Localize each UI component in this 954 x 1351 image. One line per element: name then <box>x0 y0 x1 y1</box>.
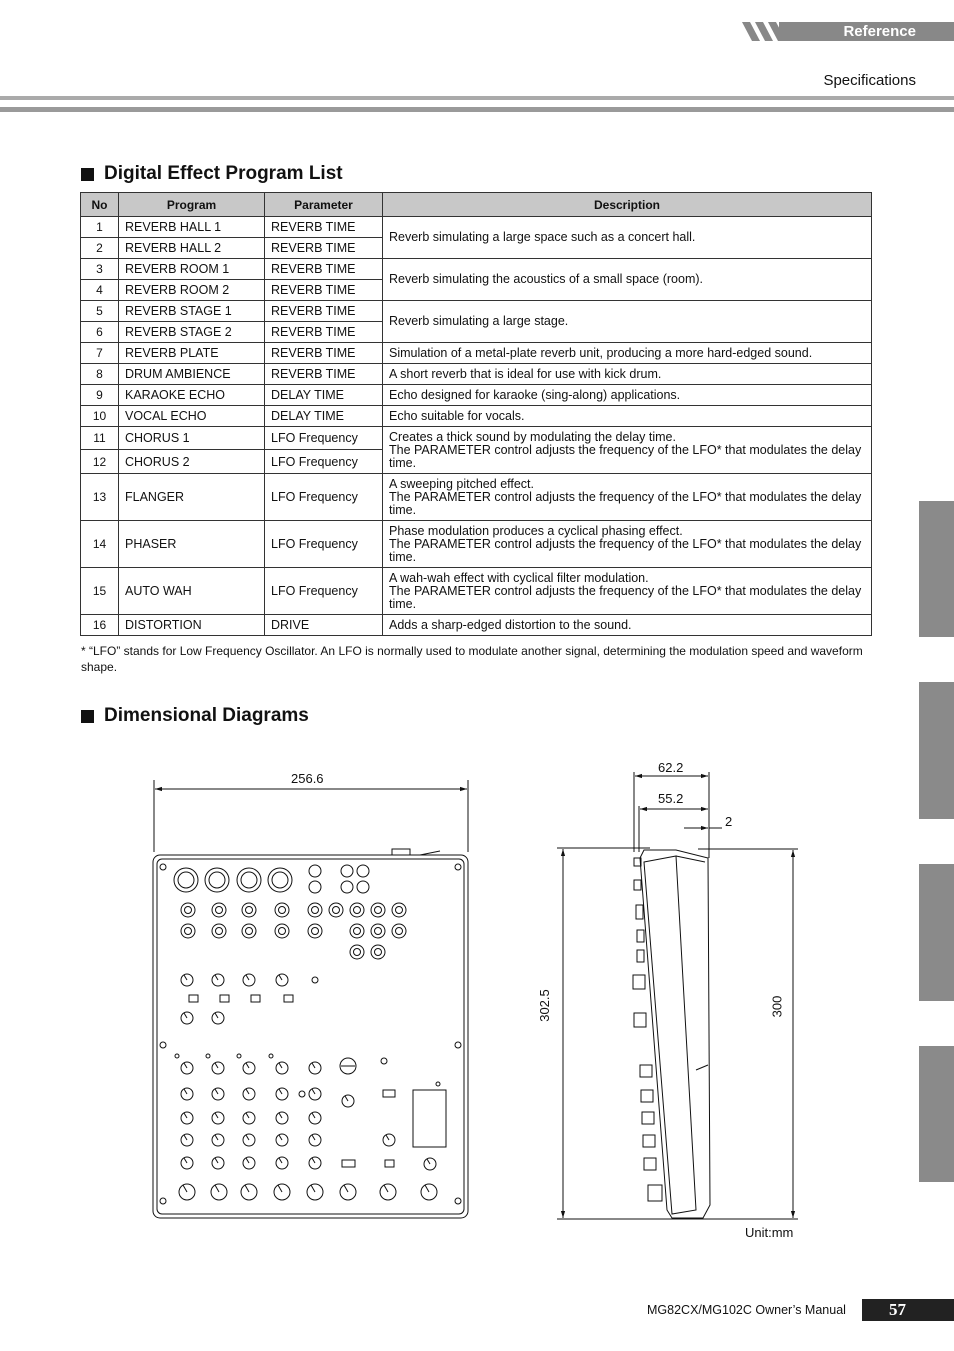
cell-program: VOCAL ECHO <box>119 406 265 427</box>
cell-no: 2 <box>81 238 119 259</box>
cell-no: 4 <box>81 280 119 301</box>
cell-description: Echo suitable for vocals. <box>383 406 872 427</box>
side-tab-2 <box>919 682 954 819</box>
cell-program: AUTO WAH <box>119 568 265 615</box>
side-view-drawing <box>557 772 798 1219</box>
col-program: Program <box>119 193 265 217</box>
cell-parameter: LFO Frequency <box>265 474 383 521</box>
cell-program: REVERB HALL 2 <box>119 238 265 259</box>
cell-program: REVERB HALL 1 <box>119 217 265 238</box>
side-tab-1 <box>919 501 954 637</box>
cell-description: Reverb simulating the acoustics of a small space (room). <box>383 259 872 301</box>
cell-description: Simulation of a metal-plate reverb unit, producing a more hard-edged sound. <box>383 343 872 364</box>
cell-program: REVERB PLATE <box>119 343 265 364</box>
cell-parameter: REVERB TIME <box>265 259 383 280</box>
dimension-title-text: Dimensional Diagrams <box>104 705 309 726</box>
thickness-dimension-label: 2 <box>725 814 733 829</box>
cell-no: 5 <box>81 301 119 322</box>
page-number: 57 <box>862 1299 954 1321</box>
cell-no: 16 <box>81 615 119 636</box>
cell-parameter: LFO Frequency <box>265 450 383 474</box>
cell-no: 6 <box>81 322 119 343</box>
cell-parameter: LFO Frequency <box>265 427 383 450</box>
cell-no: 10 <box>81 406 119 427</box>
cell-program: DISTORTION <box>119 615 265 636</box>
depth-dimension-label: 62.2 <box>658 760 684 775</box>
cell-program: REVERB STAGE 1 <box>119 301 265 322</box>
unit-label: Unit:mm <box>745 1225 794 1240</box>
cell-parameter: REVERB TIME <box>265 280 383 301</box>
desc-line: The PARAMETER control adjusts the frequency of the LFO* that modulates the delay time. <box>389 536 862 564</box>
cell-program: CHORUS 2 <box>119 450 265 474</box>
cell-program: FLANGER <box>119 474 265 521</box>
cell-no: 12 <box>81 450 119 474</box>
desc-line: Phase modulation produces a cyclical phasing effect. <box>389 523 683 538</box>
cell-parameter: REVERB TIME <box>265 238 383 259</box>
desc-line: The PARAMETER control adjusts the frequency of the LFO* that modulates the delay time. <box>389 489 862 517</box>
cell-parameter: REVERB TIME <box>265 343 383 364</box>
effect-list-title-text: Digital Effect Program List <box>104 163 343 184</box>
col-no: No <box>81 193 119 217</box>
cell-description: Reverb simulating a large space such as a concert hall. <box>383 217 872 259</box>
cell-program: REVERB ROOM 2 <box>119 280 265 301</box>
cell-program: PHASER <box>119 521 265 568</box>
cell-no: 11 <box>81 427 119 450</box>
side-tab-3 <box>919 864 954 1001</box>
cell-description: Echo designed for karaoke (sing-along) applications. <box>383 385 872 406</box>
cell-parameter: DELAY TIME <box>265 385 383 406</box>
depth-inner-dimension-label: 55.2 <box>658 791 684 806</box>
cell-parameter: REVERB TIME <box>265 301 383 322</box>
cell-no: 14 <box>81 521 119 568</box>
cell-no: 15 <box>81 568 119 615</box>
side-tab-4 <box>919 1046 954 1182</box>
cell-parameter: REVERB TIME <box>265 364 383 385</box>
cell-parameter: REVERB TIME <box>265 322 383 343</box>
col-description: Description <box>383 193 872 217</box>
cell-parameter: DRIVE <box>265 615 383 636</box>
height-right-dimension-label: 300 <box>769 995 785 1018</box>
col-parameter: Parameter <box>265 193 383 217</box>
lfo-footnote: * “LFO” stands for Low Frequency Oscillator. An LFO is normally used to modulate another signal, determining the modulation speed and waveform shape. <box>81 644 863 674</box>
cell-program: CHORUS 1 <box>119 427 265 450</box>
cell-no: 13 <box>81 474 119 521</box>
reference-label: Reference <box>843 23 916 40</box>
cell-no: 8 <box>81 364 119 385</box>
cell-parameter: DELAY TIME <box>265 406 383 427</box>
manual-title: MG82CX/MG102C Owner’s Manual <box>647 1303 846 1317</box>
desc-line: The PARAMETER control adjusts the frequency of the LFO* that modulates the delay time. <box>389 583 862 611</box>
section-header: Specifications <box>823 72 916 89</box>
desc-line: A sweeping pitched effect. <box>389 476 535 491</box>
cell-no: 9 <box>81 385 119 406</box>
cell-parameter: LFO Frequency <box>265 568 383 615</box>
cell-program: REVERB STAGE 2 <box>119 322 265 343</box>
cell-description: A short reverb that is ideal for use with kick drum. <box>383 364 872 385</box>
cell-program: KARAOKE ECHO <box>119 385 265 406</box>
cell-program: DRUM AMBIENCE <box>119 364 265 385</box>
height-left-dimension-label: 302.5 <box>536 989 552 1022</box>
top-view-drawing <box>153 780 468 1218</box>
cell-no: 3 <box>81 259 119 280</box>
cell-no: 7 <box>81 343 119 364</box>
desc-line: Creates a thick sound by modulating the delay time. <box>389 429 676 444</box>
desc-line: The PARAMETER control adjusts the frequency of the LFO* that modulates the delay time. <box>389 442 862 470</box>
cell-parameter: REVERB TIME <box>265 217 383 238</box>
cell-description: Reverb simulating a large stage. <box>383 301 872 343</box>
cell-parameter: LFO Frequency <box>265 521 383 568</box>
cell-no: 1 <box>81 217 119 238</box>
cell-program: REVERB ROOM 1 <box>119 259 265 280</box>
cell-description: Adds a sharp-edged distortion to the sound. <box>383 615 872 636</box>
desc-line: A wah-wah effect with cyclical filter modulation. <box>389 570 649 585</box>
width-dimension-label: 256.6 <box>291 771 324 786</box>
